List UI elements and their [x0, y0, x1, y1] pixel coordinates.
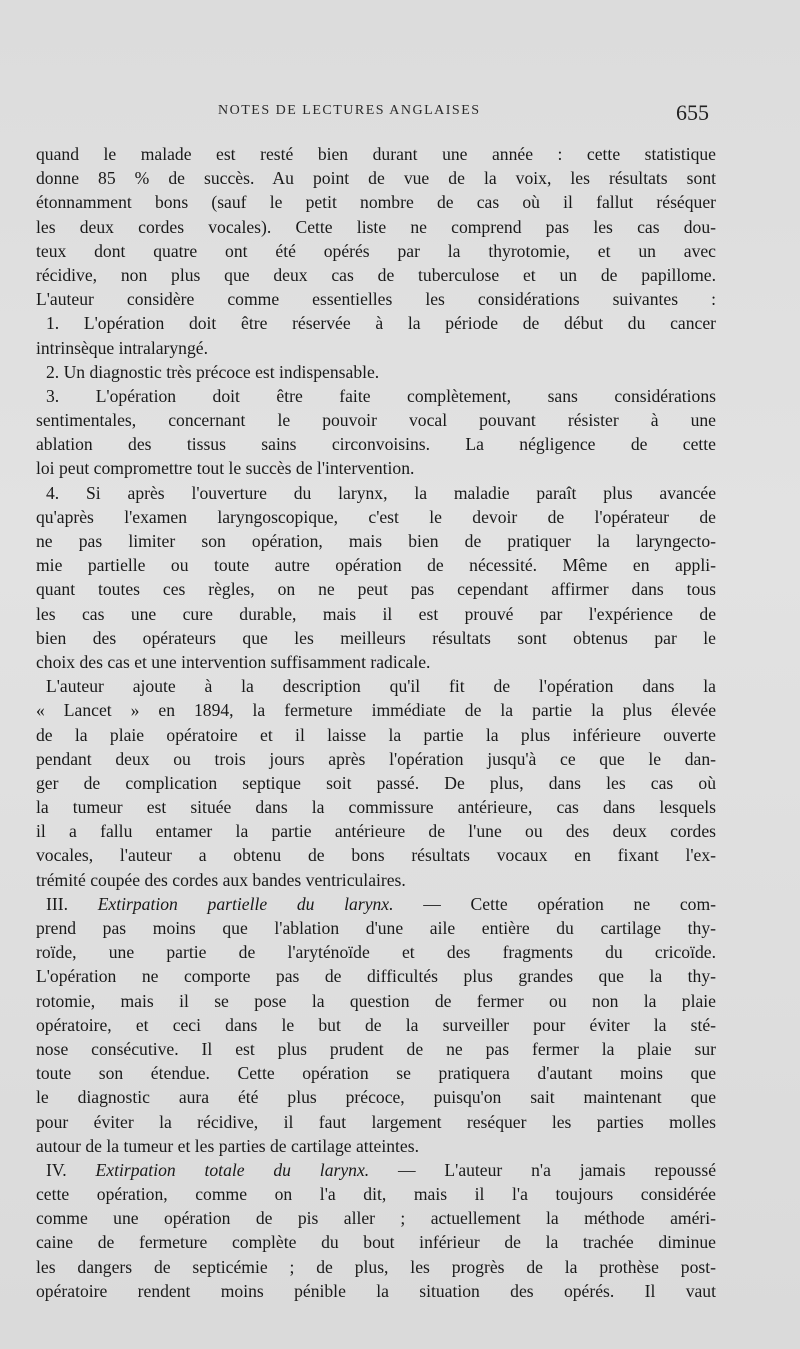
text-line: trémité coupée des cordes aux bandes ventriculaires. — [36, 869, 406, 890]
text-line: récidive, non plus que deux cas de tuberculose et un de papillome. — [36, 264, 716, 285]
text-line: intrinsèque intralaryngé. — [36, 337, 208, 358]
text-line: prend pas moins que l'ablation d'une aile entière du cartilage thy- — [36, 918, 716, 938]
section-heading-italic: Extirpation totale du larynx. — [95, 1159, 370, 1180]
text-line: loi peut compromettre tout le succès de l'intervention. — [36, 458, 415, 479]
text-line: de la plaie opératoire et il laisse la partie la plus inférieure ouverte — [36, 724, 716, 745]
text-line: sentimentales, concernant le pouvoir vocal pouvant résister à une — [36, 410, 716, 431]
text-line: quant toutes ces règles, on ne peut pas cependant affirmer dans tous — [36, 579, 716, 600]
text-line: cette opération, comme on l'a dit, mais il l'a toujours considérée — [36, 1184, 716, 1205]
text-line: 1. L'opération doit être réservée à la période de début du cancer — [46, 313, 716, 334]
line-prefix: IV. — [46, 1159, 96, 1180]
text-line: toute son étendue. Cette opération se pratiquera d'autant moins que — [36, 1063, 716, 1084]
line-suffix: — Cette opération ne com- — [393, 893, 716, 914]
text-line: ger de complication septique soit passé. De plus, dans les cas où — [36, 772, 716, 793]
text-line: ne pas limiter son opération, mais bien de pratiquer la laryngecto- — [36, 531, 716, 551]
text-line — [36, 892, 716, 916]
text-line: donne 85 % de succès. Au point de vue de la voix, les résultats sont — [36, 168, 716, 189]
text-line: il a fallu entamer la partie antérieure de l'une ou des deux cordes — [36, 821, 716, 842]
text-line: ablation des tissus sains circonvoisins. La négligence de cette — [36, 434, 716, 455]
running-head — [0, 100, 800, 130]
text-line: caine de fermeture complète du bout inférieur de la trachée diminue — [36, 1232, 716, 1253]
text-line: L'auteur considère comme essentielles les considérations suivantes : — [36, 289, 716, 310]
text-line: les cas une cure durable, mais il est prouvé par l'expérience de — [36, 603, 716, 624]
text-line: opératoire, et ceci dans le but de la surveiller pour éviter la sté- — [36, 1014, 716, 1035]
text-line: vocales, l'auteur a obtenu de bons résultats vocaux en fixant l'ex- — [36, 845, 716, 866]
text-line: les dangers de septicémie ; de plus, les progrès de la prothèse post- — [36, 1256, 716, 1277]
running-title: NOTES DE LECTURES ANGLAISES — [218, 103, 481, 118]
section-heading-italic: Extirpation partielle du larynx. — [97, 893, 394, 914]
text-line: qu'après l'examen laryngoscopique, c'est le devoir de l'opérateur de — [36, 506, 716, 527]
text-line: 2. Un diagnostic très précoce est indispensable. — [46, 361, 380, 382]
text-line: « Lancet » en 1894, la fermeture immédiate de la partie la plus élevée — [36, 700, 716, 721]
text-line: mie partielle ou toute autre opération de nécessité. Même en appli- — [36, 555, 716, 576]
text-line: le diagnostic aura été plus précoce, puisqu'on sait maintenant que — [36, 1087, 716, 1108]
body-text — [36, 142, 716, 1303]
text-line: choix des cas et une intervention suffisamment radicale. — [36, 651, 431, 672]
text-line: pour éviter la récidive, il faut largement reséquer les parties molles — [36, 1111, 716, 1132]
text-line — [36, 1158, 716, 1182]
text-line: roïde, une partie de l'aryténoïde et des fragments du cricoïde. — [36, 942, 716, 963]
page-number: 655 — [676, 100, 709, 125]
line-prefix: III. — [46, 893, 98, 914]
text-line: étonnamment bons (sauf le petit nombre de cas où il fallut réséquer — [36, 192, 716, 213]
text-line: L'auteur ajoute à la description qu'il fit de l'opération dans la — [46, 676, 716, 697]
text-line: teux dont quatre ont été opérés par la thyrotomie, et un avec — [36, 240, 716, 261]
text-line: la tumeur est située dans la commissure antérieure, cas dans lesquels — [36, 797, 716, 818]
text-line: comme une opération de pis aller ; actuellement la méthode améri- — [36, 1208, 716, 1229]
text-line: les deux cordes vocales). Cette liste ne comprend pas les cas dou- — [36, 216, 716, 237]
text-line: autour de la tumeur et les parties de cartilage atteintes. — [36, 1135, 419, 1156]
text-line: nose consécutive. Il est plus prudent de ne pas fermer la plaie sur — [36, 1038, 716, 1059]
text-line: pendant deux ou trois jours après l'opération jusqu'à ce que le dan- — [36, 748, 716, 769]
text-line: rotomie, mais il se pose la question de fermer ou non la plaie — [36, 990, 716, 1011]
text-line: 3. L'opération doit être faite complètement, sans considérations — [46, 385, 716, 406]
text-line: opératoire rendent moins pénible la situation des opérés. Il vaut — [36, 1280, 716, 1301]
text-line: bien des opérateurs que les meilleurs résultats sont obtenus par le — [36, 627, 716, 648]
text-line: quand le malade est resté bien durant une année : cette statistique — [36, 144, 716, 164]
line-suffix: — L'auteur n'a jamais repoussé — [369, 1159, 717, 1180]
text-line: L'opération ne comporte pas de difficultés plus grandes que la thy- — [36, 966, 716, 987]
text-line: 4. Si après l'ouverture du larynx, la maladie paraît plus avancée — [46, 482, 716, 503]
